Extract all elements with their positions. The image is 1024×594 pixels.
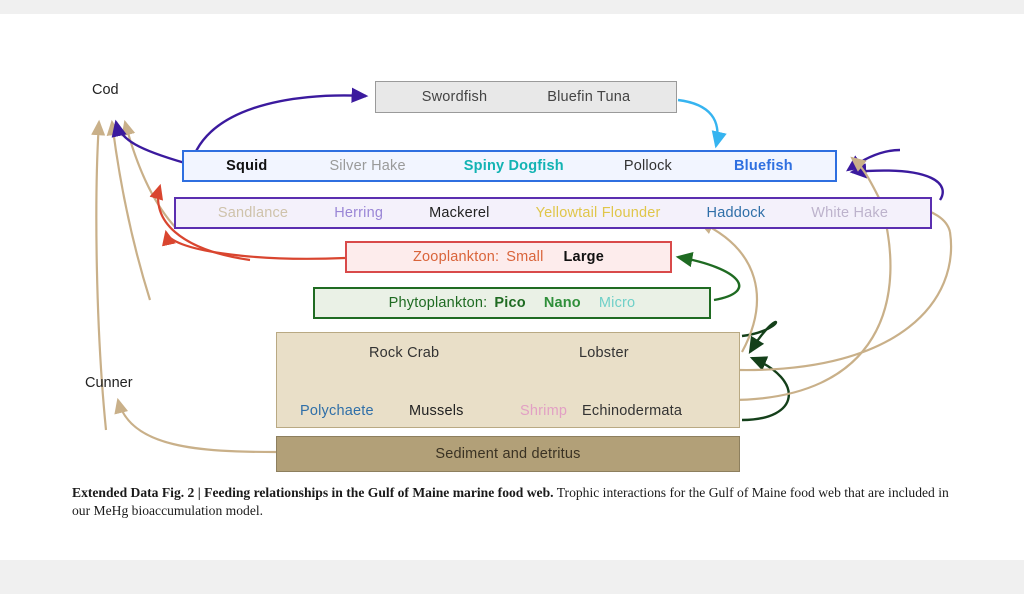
zooplankton-prefix: Zooplankton: xyxy=(412,249,500,265)
forage-fish-band xyxy=(174,197,932,229)
species-bluefin-tuna: Bluefin Tuna xyxy=(547,89,631,105)
figure-caption xyxy=(72,484,956,521)
zooplankton-band xyxy=(345,241,672,273)
species-rock-crab: Rock Crab xyxy=(369,345,440,361)
zooplankton-large: Large xyxy=(563,249,604,265)
phytoplankton-nano: Nano xyxy=(543,295,581,311)
species-pollock: Pollock xyxy=(623,158,673,174)
species-haddock: Haddock xyxy=(706,205,766,221)
species-white-hake: White Hake xyxy=(811,205,889,221)
sediment-band xyxy=(276,436,740,472)
sediment-label: Sediment and detritus xyxy=(435,446,581,462)
species-spiny-dogfish: Spiny Dogfish xyxy=(463,158,564,174)
species-sandlance: Sandlance xyxy=(217,205,289,221)
species-mussels: Mussels xyxy=(409,403,464,419)
species-swordfish: Swordfish xyxy=(421,89,488,105)
benthic-invertebrate-band xyxy=(276,332,740,428)
species-squid: Squid xyxy=(226,158,268,174)
zooplankton-small: Small xyxy=(506,249,544,265)
species-lobster: Lobster xyxy=(579,345,629,361)
species-mackerel: Mackerel xyxy=(429,205,490,221)
cod-label: Cod xyxy=(92,82,119,98)
species-shrimp: Shrimp xyxy=(520,403,568,419)
cunner-label: Cunner xyxy=(85,375,133,391)
phytoplankton-pico: Pico xyxy=(494,295,526,311)
species-herring: Herring xyxy=(334,205,384,221)
species-yellowtail-flounder: Yellowtail Flounder xyxy=(535,205,661,221)
species-echinodermata: Echinodermata xyxy=(582,403,683,419)
caption-body: Trophic interactions for the Gulf of Maine food web that are included in our MeHg bioaccumulation model. xyxy=(72,485,949,519)
pelagic-fish-band xyxy=(182,150,837,182)
top-predator-band xyxy=(375,81,677,113)
species-bluefish: Bluefish xyxy=(734,158,793,174)
species-silver-hake: Silver Hake xyxy=(329,158,406,174)
caption-title: Extended Data Fig. 2 | Feeding relationships in the Gulf of Maine marine food web. xyxy=(72,485,554,500)
phytoplankton-micro: Micro xyxy=(598,295,636,311)
phytoplankton-band xyxy=(313,287,711,319)
phytoplankton-prefix: Phytoplankton: xyxy=(388,295,488,311)
species-polychaete: Polychaete xyxy=(300,403,374,419)
